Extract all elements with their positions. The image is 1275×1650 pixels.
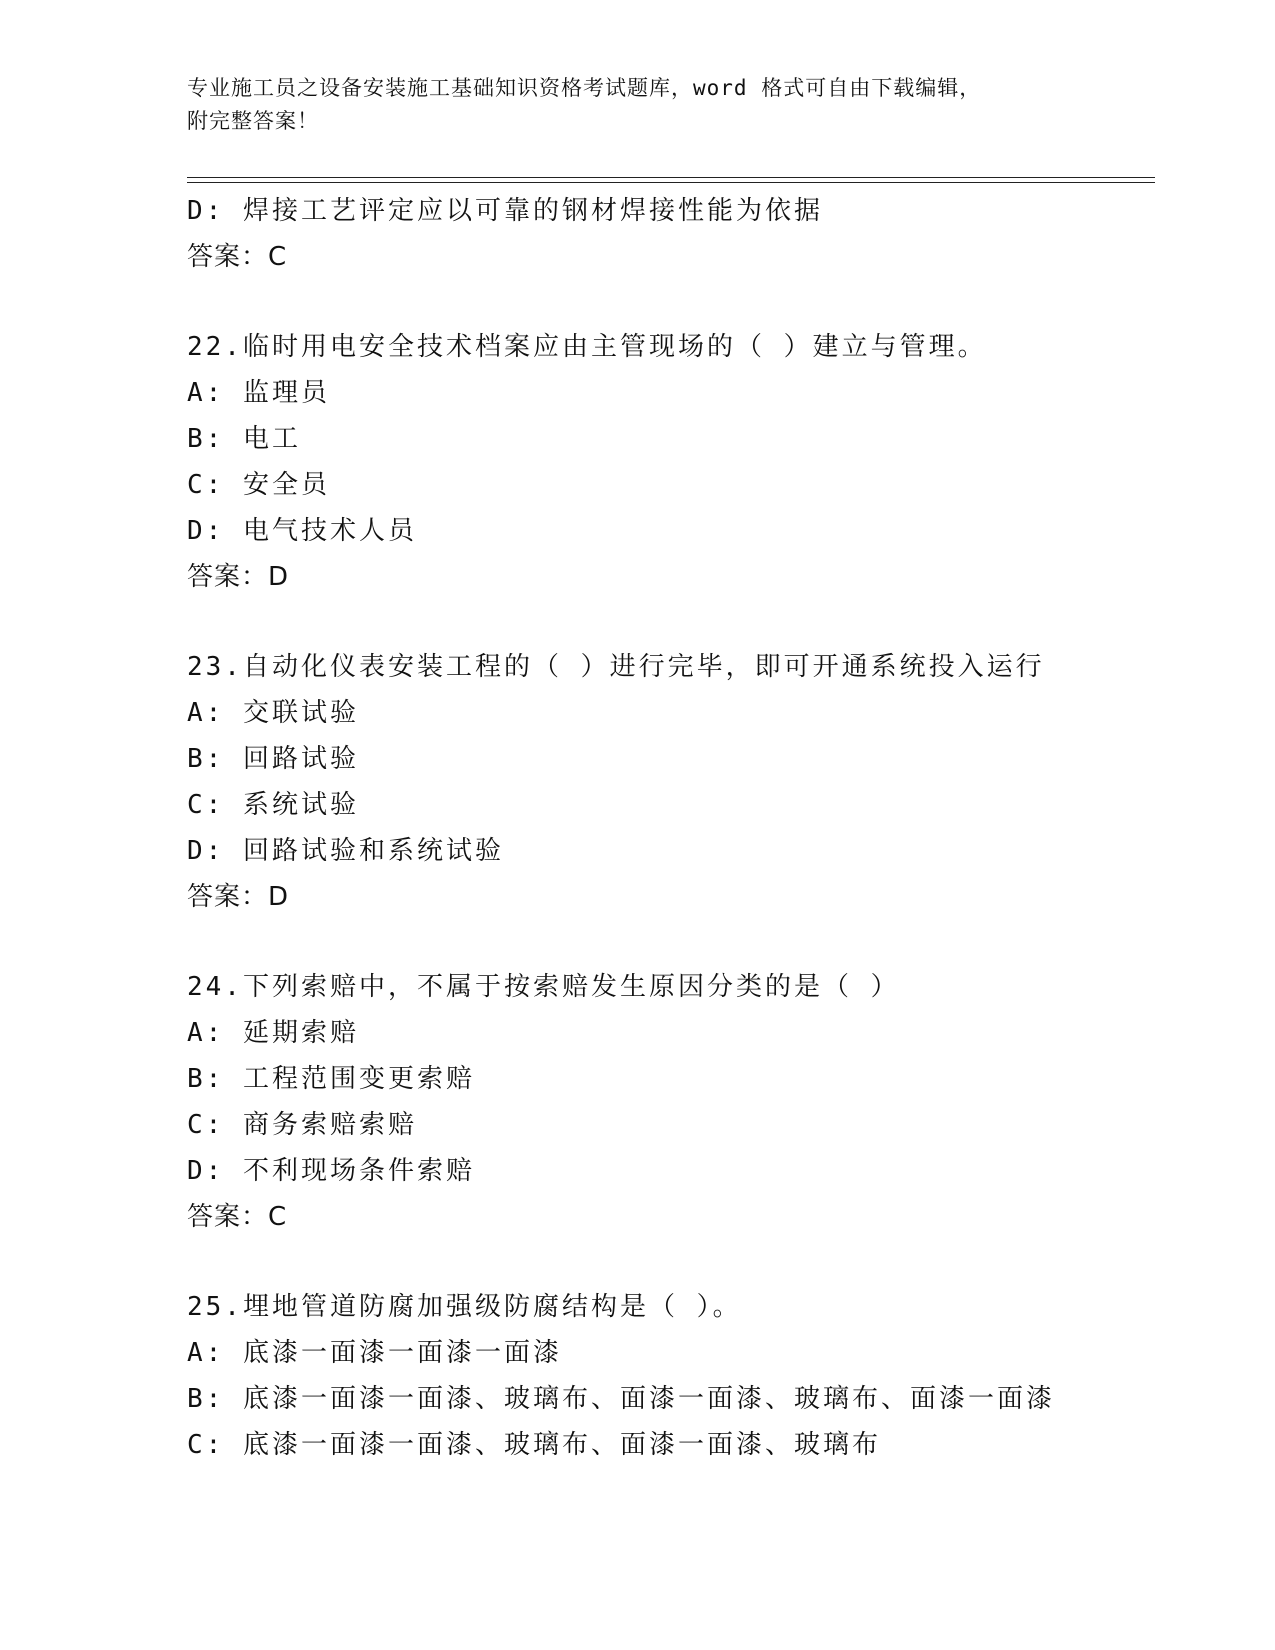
option-d: D: 电气技术人员 — [187, 516, 417, 546]
option-b: B: 工程范围变更索赔 — [187, 1064, 475, 1094]
header-line-1: 专业施工员之设备安装施工基础知识资格考试题库，word 格式可自由下载编辑， — [187, 76, 982, 100]
answer-line: 答案：C — [187, 242, 288, 272]
option-b: B: 电工 — [187, 424, 301, 454]
answer-line: 答案：C — [187, 1202, 288, 1232]
question-23 — [187, 644, 1147, 920]
document-header — [187, 72, 1087, 138]
answer-line: 答案：D — [187, 562, 290, 592]
question-stem: 23.自动化仪表安装工程的（ ）进行完毕，即可开通系统投入运行 — [187, 652, 1045, 682]
spacer — [187, 600, 1147, 644]
spacer — [187, 280, 1147, 324]
option-c: C: 系统试验 — [187, 790, 359, 820]
option-d: D: 焊接工艺评定应以可靠的钢材焊接性能为依据 — [187, 196, 823, 226]
option-b: B: 底漆一面漆一面漆、玻璃布、面漆一面漆、玻璃布、面漆一面漆 — [187, 1384, 1055, 1414]
option-c: C: 底漆一面漆一面漆、玻璃布、面漆一面漆、玻璃布 — [187, 1430, 881, 1460]
question-24 — [187, 964, 1147, 1240]
spacer — [187, 920, 1147, 964]
header-divider-top — [187, 177, 1155, 178]
header-line-2: 附完整答案！ — [187, 109, 319, 133]
question-list — [187, 188, 1147, 1468]
option-a: A: 底漆一面漆一面漆一面漆 — [187, 1338, 562, 1368]
question-stem: 25.埋地管道防腐加强级防腐结构是（ ）。 — [187, 1292, 742, 1322]
answer-line: 答案：D — [187, 882, 290, 912]
question-22 — [187, 324, 1147, 600]
option-c: C: 商务索赔索赔 — [187, 1110, 417, 1140]
option-a: A: 交联试验 — [187, 698, 359, 728]
carryover-question — [187, 188, 1147, 280]
option-b: B: 回路试验 — [187, 744, 359, 774]
option-a: A: 延期索赔 — [187, 1018, 359, 1048]
option-d: D: 不利现场条件索赔 — [187, 1156, 475, 1186]
header-divider-bottom — [187, 182, 1155, 183]
question-stem: 22.临时用电安全技术档案应由主管现场的（ ）建立与管理。 — [187, 332, 987, 362]
spacer — [187, 1240, 1147, 1284]
option-c: C: 安全员 — [187, 470, 330, 500]
question-stem: 24.下列索赔中，不属于按索赔发生原因分类的是（ ） — [187, 972, 900, 1002]
option-d: D: 回路试验和系统试验 — [187, 836, 504, 866]
question-25 — [187, 1284, 1147, 1468]
option-a: A: 监理员 — [187, 378, 330, 408]
